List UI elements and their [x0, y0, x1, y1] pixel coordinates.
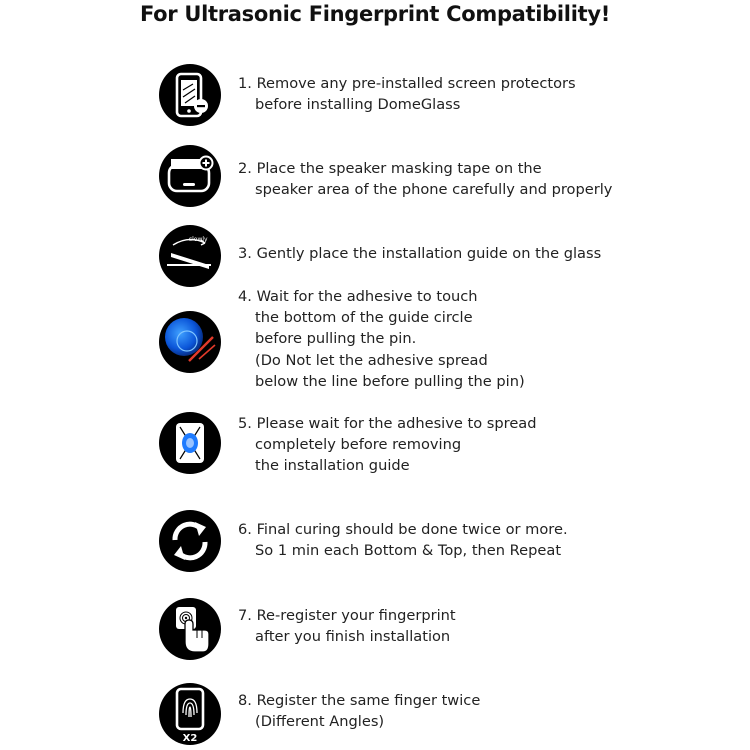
adhesive-guide-circle-icon [159, 311, 221, 373]
icon-label-x2: X2 [182, 733, 198, 744]
step-text-line: 1. Remove any pre-installed screen protectors [238, 75, 576, 92]
step-text-line: (Different Angles) [255, 713, 385, 731]
step-text-line: the installation guide [255, 457, 410, 475]
adhesive-spread-icon [159, 412, 221, 474]
step-text-line: 3. Gently place the installation guide on the glass [238, 245, 602, 262]
step-text-line: before installing DomeGlass [255, 96, 461, 114]
step-text-line: the bottom of the guide circle [255, 309, 473, 327]
fingerprint-x2-icon [159, 683, 221, 745]
step-text-line: before pulling the pin. [255, 330, 417, 348]
step-text-line: 8. Register the same finger twice [238, 692, 481, 709]
step-text-line: speaker area of the phone carefully and properly [255, 181, 613, 199]
installation-guide-icon [159, 225, 221, 287]
step-text-line: after you finish installation [255, 628, 451, 646]
page-title: For Ultrasonic Fingerprint Compatibility! [139, 2, 611, 26]
step-text-line: So 1 min each Bottom & Top, then Repeat [255, 542, 562, 560]
fingerprint-touch-icon [159, 598, 221, 660]
speaker-masking-tape-icon [159, 145, 221, 207]
step-text-line: 7. Re-register your fingerprint [238, 607, 456, 624]
step-text-line: (Do Not let the adhesive spread [255, 351, 488, 369]
step-text-line: 2. Place the speaker masking tape on the [238, 160, 542, 177]
curing-repeat-icon [159, 510, 221, 572]
step-text-line: below the line before pulling the pin) [255, 372, 525, 390]
step-text-line: 6. Final curing should be done twice or more. [238, 521, 568, 538]
icon-label-slowly: slowly [189, 236, 208, 243]
step-text-line: completely before removing [255, 436, 462, 454]
step-text-line: 4. Wait for the adhesive to touch [238, 288, 478, 305]
step-text-line: 5. Please wait for the adhesive to spread [238, 415, 537, 432]
phone-remove-protector-icon [159, 64, 221, 126]
